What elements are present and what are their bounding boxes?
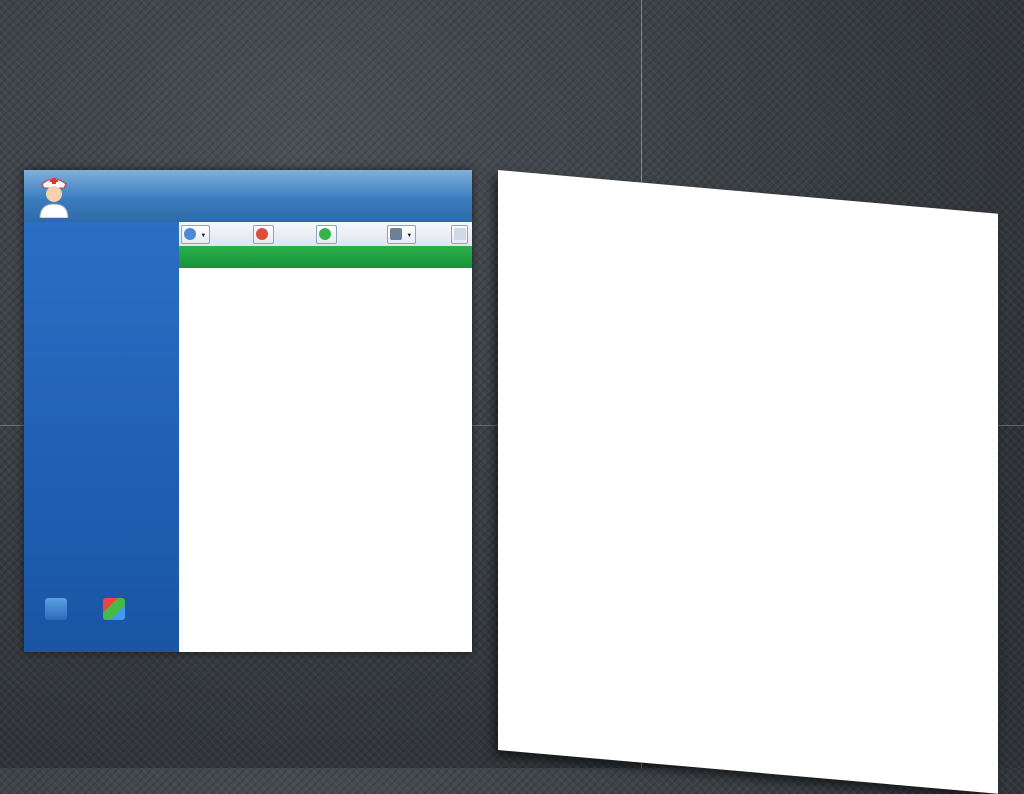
open-button[interactable]: ▼ (181, 225, 210, 244)
cancel-button[interactable] (253, 225, 274, 244)
open-icon (184, 228, 196, 240)
cancel-icon (256, 228, 268, 240)
calendar-icon (45, 598, 67, 620)
print-button[interactable]: ▼ (387, 225, 416, 244)
calendar-button[interactable] (28, 598, 84, 622)
app-header (24, 170, 472, 222)
done-button[interactable] (316, 225, 337, 244)
statistics-icon (103, 598, 125, 620)
app-window (24, 170, 472, 652)
grid-header (179, 246, 472, 268)
statistics-button[interactable] (86, 598, 142, 622)
check-icon (319, 228, 331, 240)
toolbar (179, 222, 472, 247)
appointments-list (179, 268, 472, 652)
sidebar (24, 222, 179, 652)
printer-icon (390, 228, 402, 240)
prescription-sheet (498, 170, 998, 794)
prescription-sheet-table (498, 170, 998, 794)
nurse-avatar-icon (36, 174, 72, 218)
prescription-sheet-image (458, 150, 998, 750)
